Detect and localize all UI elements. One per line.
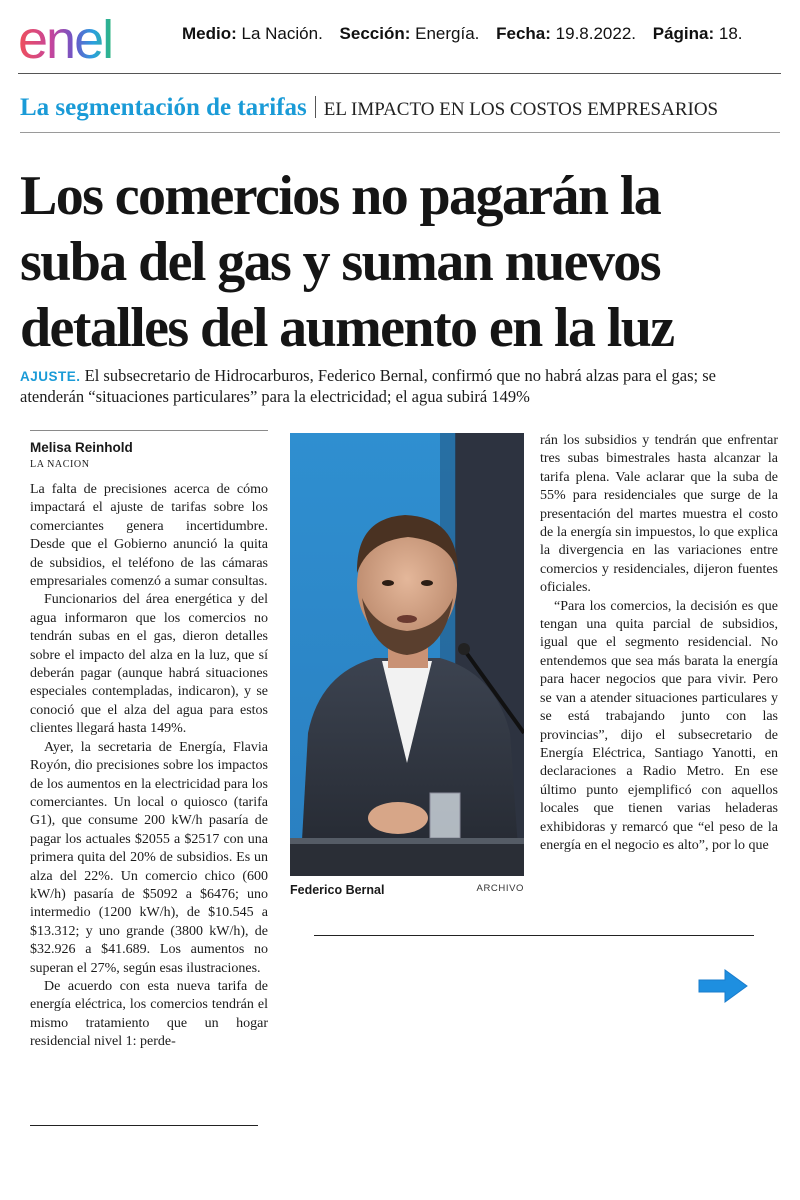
headline	[20, 163, 790, 361]
article-column-1	[30, 481, 268, 1052]
header-divider	[18, 73, 781, 74]
body-paragraph: La falta de precisiones acerca de cómo impactará el ajuste de tarifas sobre los comerciantes genera incertidumbre. Desde que el Gobierno anunció la quita de subsidios, el teléfono de las cámaras empresariales comenzó a sumar consultas.	[30, 482, 268, 590]
body-paragraph: De acuerdo con esta nueva tarifa de energía eléctrica, los comercios tendrán el mismo tratamiento que un hogar residencial nivel 1: perde-	[30, 978, 268, 1050]
byline-author: Melisa Reinhold	[30, 440, 133, 455]
lead-text: El subsecretario de Hidrocarburos, Federico Bernal, confirmó que no habrá alzas para el gas; se atenderán “situaciones particulares” para la electricidad; el agua subirá 149%	[20, 366, 716, 406]
fecha-label: Fecha:	[496, 24, 551, 43]
svg-text:enel: enel	[18, 10, 113, 68]
photo-credit: ARCHIVO	[476, 883, 524, 894]
fecha-value: 19.8.2022.	[555, 24, 637, 43]
document-metadata	[182, 24, 743, 44]
photo-caption-name: Federico Bernal	[290, 883, 385, 897]
section-title: La segmentación de tarifas	[20, 94, 307, 121]
medio-label: Medio:	[182, 24, 237, 43]
section-header	[20, 94, 718, 122]
article-photo	[290, 433, 524, 876]
column-end-rule	[30, 1125, 258, 1126]
medio-value: La Nación.	[241, 24, 323, 43]
headline-line: Los comercios no pagarán la	[20, 165, 661, 227]
headline-line: suba del gas y suman nuevos	[20, 231, 660, 293]
pagina-value: 18.	[718, 24, 743, 43]
continuation-rule	[314, 935, 754, 936]
body-paragraph: “Para los comercios, la decisión es que tengan una quita parcial de subsidios, igual que el segmento residencial. No entendemos que sea más barata la energía para hacer negocios que para vivir. Pero se van a atender situaciones particulares y se está trabajando junto con las provincias”, dijo el subsecretario de Energía Eléctrica, Santiago Yanotti, en declaraciones a Radio Metro. En ese último punto ejemplificó con aquellos locales que tienen varias heladeras exhibidoras y remarcó que “el peso de la energía en el negocio es alto”, por lo que	[540, 598, 778, 853]
photo-caption	[290, 881, 524, 899]
section-separator	[315, 96, 316, 118]
body-paragraph: Funcionarios del área energética y del agua informaron que los comercios no tendrán subas en el gas, dieron detalles sobre el impacto del alza en la luz, que sí deberán pagar (aunque habrá situaciones especiales contempladas, indicaron), y se conoció que el alza del agua para estos clientes llegará hasta 149%.	[30, 592, 268, 737]
pagina-label: Página:	[652, 24, 715, 43]
section-subtitle: EL IMPACTO EN LOS COSTOS EMPRESARIOS	[323, 99, 719, 120]
headline-line: detalles del aumento en la luz	[20, 297, 674, 359]
section-divider	[20, 132, 780, 133]
lead-summary	[20, 366, 780, 407]
article-column-3	[540, 432, 778, 855]
seccion-value: Energía.	[415, 24, 480, 43]
photo-federico-bernal	[290, 433, 524, 876]
body-paragraph: rán los subsidios y tendrán que enfrentar tres subas bimestrales hasta alcanzar la tarifa plena. Vale aclarar que la suba de 55% para residenciales que surge de la presentación del martes muestra el costo de la energía sin impuestos, lo que explica la divergencia en las variaciones entre comercios y residenciales, dijeron fuentes oficiales.	[540, 433, 778, 596]
enel-logo	[18, 6, 168, 68]
byline-outlet: LA NACION	[30, 459, 90, 470]
seccion-label: Sección:	[339, 24, 411, 43]
right-arrow-icon[interactable]	[697, 968, 749, 1004]
lead-kicker: AJUSTE.	[20, 369, 81, 384]
column-top-rule	[30, 430, 268, 431]
body-paragraph: Ayer, la secretaria de Energía, Flavia Royón, dio precisiones sobre los impactos de los aumentos en la electricidad para los comerciantes. Un local o quiosco (tarifa G1), que consume 200 kW/h pasaría de pagar los actuales $2055 a $2517 con una primera quita del 20% de subsidios. Es un alza del 22%. Un comercio chico (600 kW/h) pasaría de $5092 a $6476; uno intermedio (1200 kW/h), de $10.545 a $13.312; y uno grande (3800 kW/h), de $32.926 a $41.689. Los aumentos no superan el 27%, según esas ilustraciones.	[30, 739, 268, 976]
